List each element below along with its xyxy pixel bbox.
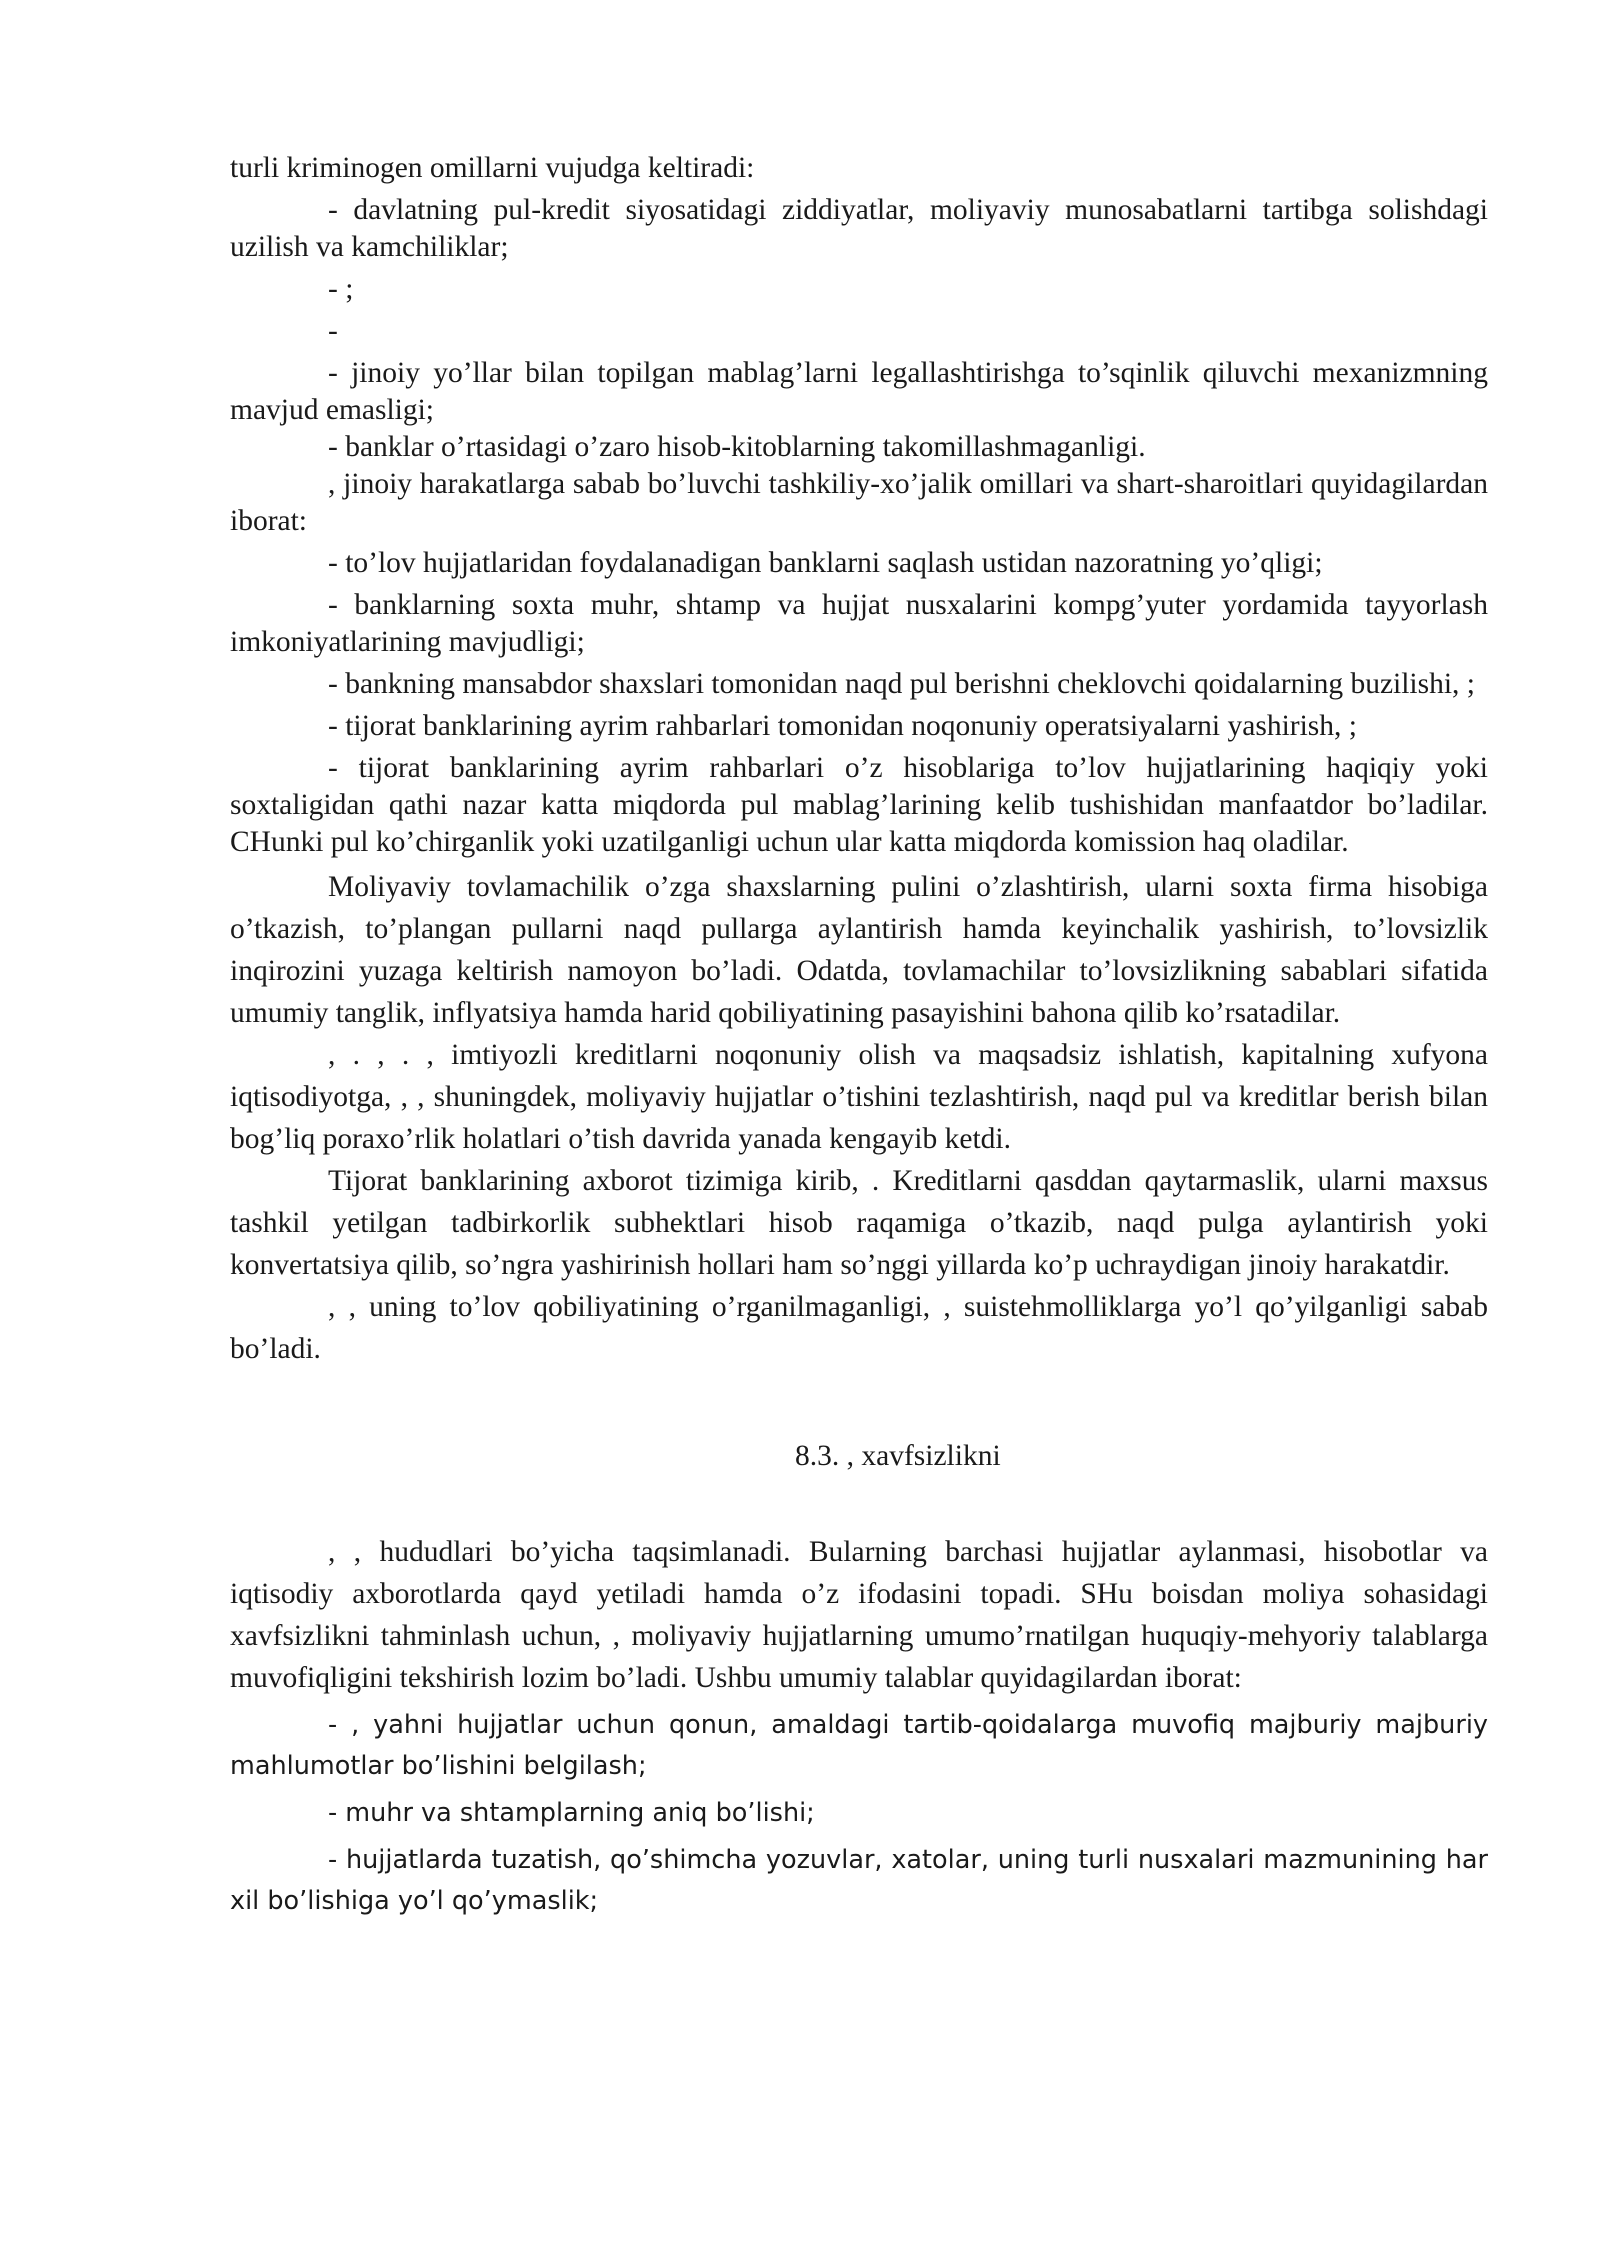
paragraph: Tijorat banklarining axborot tizimiga kirib, . Kreditlarni qasddan qaytarmaslik, ularni maxsus tashkil yetilgan tadbirkorlik subhektlari hisob raqamiga o’tkazib, naqd pulga aylantirish yoki konvertatsiya qilib, so’ngra yashirinish hollari ham so’nggi yillarda ko’p uchraydigan jinoiy harakatdir. xyxy=(230,1165,1488,1281)
list-item: - hujjatlarda tuzatish, qo’shimcha yozuvlar, xatolar, uning turli nusxalari mazmunining har xil bo’lishiga yo’l qo’ymaslik; xyxy=(230,1845,1488,1916)
requirements-list xyxy=(230,1705,1488,1922)
paragraph: , , hududlari bo’yicha taqsimlanadi. Bularning barchasi hujjatlar aylanmasi, hisobotlar va iqtisodiy axborotlarda qayd yetiladi hamda o’z ifodasini topadi. SHu boisdan moliya sohasidagi xavfsizlikni tahminlash uchun, , moliyaviy hujjatlarning umumo’rnatilgan huquqiy-mehyoriy talablarga muvofiqligini tekshirish lozim bo’ladi. Ushbu umumiy talablar quyidagilardan iborat: xyxy=(230,1536,1488,1694)
paragraph: , , uning to’lov qobiliyatining o’rganilmaganligi, , suistehmolliklarga yo’l qo’yilganligi sabab bo’ladi. xyxy=(230,1291,1488,1365)
paragraph: , . , . , imtiyozli kreditlarni noqonuniy olish va maqsadsiz ishlatish, kapitalning xufyona iqtisodiyotga, , , shuningdek, moliyaviy hujjatlar o’tishini tezlashtirish, naqd pul va kreditlar berish bilan bog’liq poraxo’rlik holatlari o’tish davrida yanada kengayib ketdi. xyxy=(230,1039,1488,1155)
list-item: - to’lov hujjatlaridan foydalanadigan banklarni saqlash ustidan nazoratning yo’qligi; xyxy=(328,547,1323,579)
list-item: - tijorat banklarining ayrim rahbarlari tomonidan noqonuniy operatsiyalarni yashirish, ; xyxy=(328,710,1357,742)
list-item: - banklarning soxta muhr, shtamp va hujjat nusxalarini kompg’yuter yordamida tayyorlash imkoniyatlarining mavjudligi; xyxy=(230,589,1488,658)
list-item: - bankning mansabdor shaxslari tomonidan naqd pul berishni cheklovchi qoidalarning buzilishi, ; xyxy=(328,668,1475,700)
list-item: - jinoiy yo’llar bilan topilgan mablag’larni legallashtirishga to’sqinlik qiluvchi mexanizmning mavjud emasligi; xyxy=(230,357,1488,426)
list-item: - xyxy=(328,315,338,347)
paragraph: , jinoiy harakatlarga sabab bo’luvchi tashkiliy-xo’jalik omillari va shart-sharoitlari quyidagilardan iborat: xyxy=(230,468,1488,537)
paragraph: turli kriminogen omillarni vujudga keltiradi: xyxy=(230,152,755,184)
paragraph: Moliyaviy tovlamachilik o’zga shaxslarning pulini o’zlashtirish, ularni soxta firma hisobiga o’tkazish, to’plangan pullarni naqd pullarga aylantirish hamda keyinchalik yashirish, to’lovsizlik inqirozini yuzaga keltirish namoyon bo’ladi. Odatda, tovlamachilar to’lovsizlikning sabablari sifatida umumiy tanglik, inflyatsiya hamda harid qobiliyatining pasayishini bahona qilib ko’rsatadilar. xyxy=(230,871,1488,1029)
list-item: - , yahni hujjatlar uchun qonun, amaldagi tartib-qoidalarga muvofiq majburiy majburiy mahlumotlar bo’lishini belgilash; xyxy=(230,1710,1488,1781)
document-page xyxy=(230,150,1488,1922)
list-item: - davlatning pul-kredit siyosatidagi ziddiyatlar, moliyaviy munosabatlarni tartibga solishdagi uzilish va kamchiliklar; xyxy=(230,194,1488,263)
list-item: - banklar o’rtasidagi o’zaro hisob-kitoblarning takomillashmaganligi. xyxy=(328,431,1146,463)
list-item: - muhr va shtamplarning aniq bo’lishi; xyxy=(328,1798,815,1828)
section-heading: 8.3. , xavfsizlikni xyxy=(795,1440,1001,1472)
list-item: - tijorat banklarining ayrim rahbarlari o’z hisoblariga to’lov hujjatlarining haqiqiy yoki soxtaligidan qathi nazar katta miqdorda pul mablag’larining kelib tushishidan manfaatdor bo’ladilar. CHunki pul ko’chirganlik yoki uzatilganligi uchun ular katta miqdorda komission haq oladilar. xyxy=(230,752,1488,858)
list-item: - ; xyxy=(328,273,354,305)
